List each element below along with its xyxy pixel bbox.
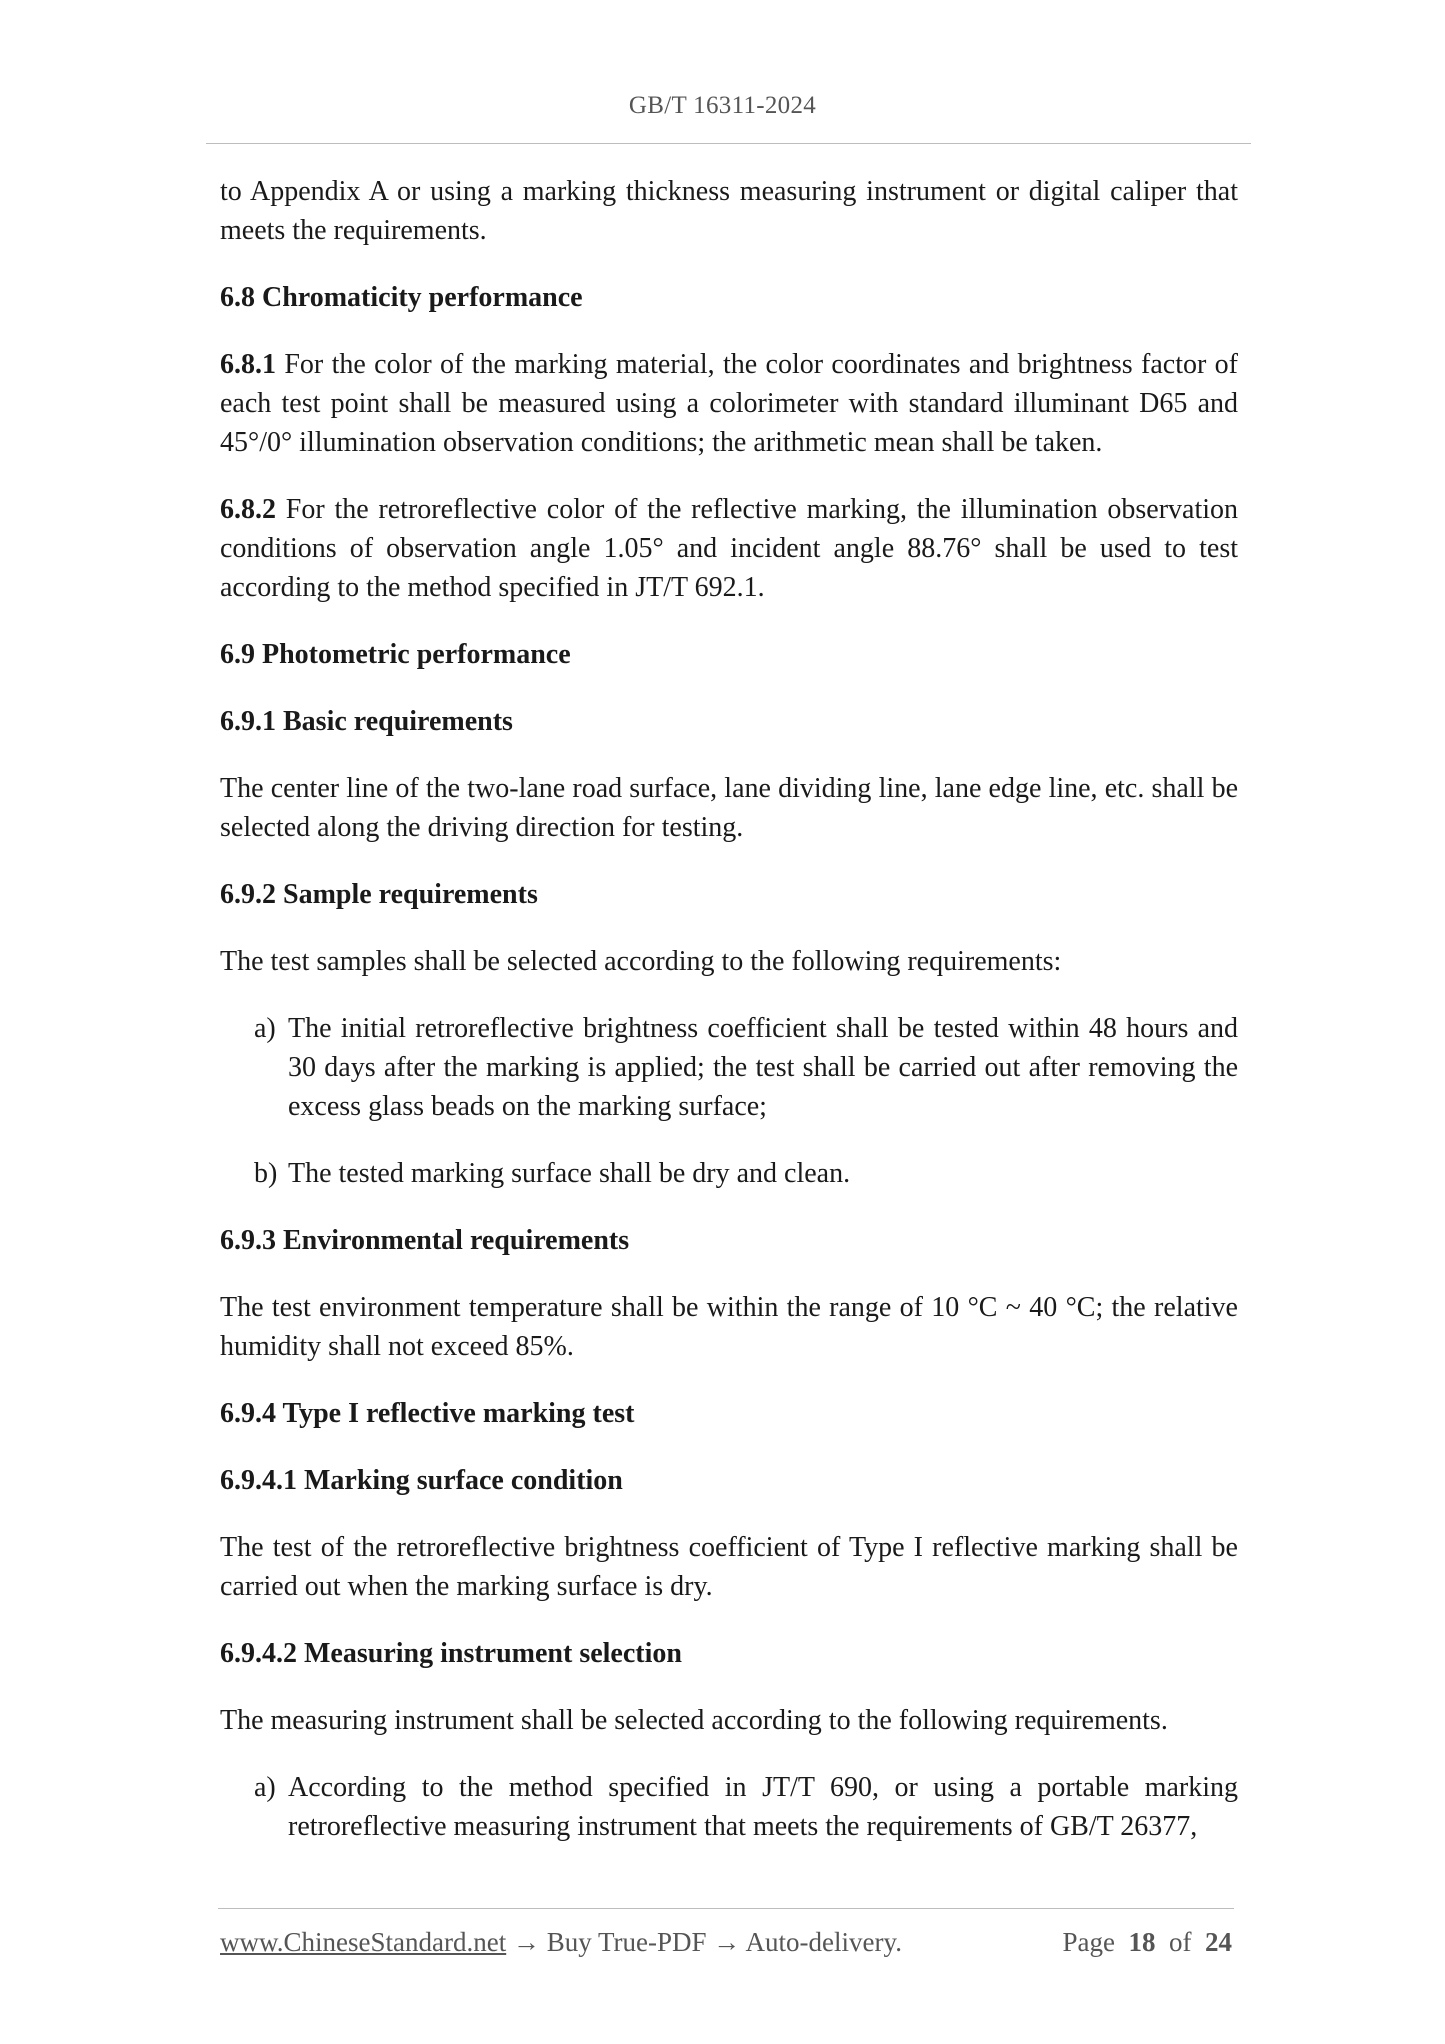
heading-6-8: 6.8 Chromaticity performance: [220, 282, 583, 313]
heading-6-9-4-1: 6.9.4.1 Marking surface condition: [220, 1465, 623, 1496]
clause-text: For the retroreflective color of the reflective marking, the illumination observation conditions of observation angle 1.05° and incident angle 88.76° shall be used to test according to the method specified in JT/T 692.1.: [220, 494, 1238, 603]
heading-6-9: 6.9 Photometric performance: [220, 639, 571, 670]
arrow-icon: →: [506, 1927, 547, 1957]
website-link[interactable]: www.ChineseStandard.net: [220, 1927, 507, 1957]
header-divider: [206, 143, 1251, 144]
heading-6-9-2: 6.9.2 Sample requirements: [220, 879, 538, 910]
buy-text: Buy True-PDF: [546, 1927, 707, 1957]
list-text: The tested marking surface shall be dry and clean.: [288, 1158, 851, 1189]
list-label: a): [254, 1013, 276, 1044]
heading-6-9-1: 6.9.1 Basic requirements: [220, 706, 513, 737]
footer-promo: [220, 1927, 902, 1958]
list-text: The initial retroreflective brightness coefficient shall be tested within 48 hours and 30 days after the marking is applied; the test shall be carried out after removing the excess glass beads on the marking surface;: [288, 1013, 1238, 1122]
list-item: [254, 1009, 1238, 1126]
paragraph-6-8-2: [220, 490, 1238, 607]
list-text: According to the method specified in JT/T 690, or using a portable marking retroreflective measuring instrument that meets the requirements of GB/T 26377,: [288, 1772, 1238, 1842]
heading-6-9-3: 6.9.3 Environmental requirements: [220, 1225, 630, 1256]
page-total: 24: [1205, 1927, 1232, 1957]
list-label: a): [254, 1772, 276, 1803]
page-indicator: [1063, 1927, 1232, 1958]
clause-number: 6.8.1: [220, 349, 276, 380]
clause-text: For the color of the marking material, the color coordinates and brightness factor of each test point shall be measured using a colorimeter with standard illuminant D65 and 45°/0° illumination observation conditions; the arithmetic mean shall be taken.: [220, 349, 1238, 458]
page-word: Page: [1062, 1927, 1115, 1957]
document-body: [220, 172, 1238, 1874]
list-item: [254, 1768, 1238, 1846]
page-header: GB/T 16311-2024: [628, 92, 817, 119]
paragraph-6-9-4-1: The test of the retroreflective brightness coefficient of Type I reflective marking shall be carried out when the marking surface is dry.: [220, 1532, 1238, 1602]
paragraph-6-9-2: The test samples shall be selected according to the following requirements:: [220, 946, 1062, 977]
heading-6-9-4-2: 6.9.4.2 Measuring instrument selection: [220, 1638, 682, 1669]
delivery-text: Auto-delivery.: [745, 1927, 902, 1957]
intro-paragraph: to Appendix A or using a marking thickness measuring instrument or digital caliper that meets the requirements.: [220, 176, 1238, 246]
page-number: 18: [1128, 1927, 1156, 1957]
paragraph-6-8-1: [220, 345, 1238, 462]
arrow-icon: →: [706, 1927, 746, 1957]
list-item: [254, 1154, 1238, 1193]
clause-number: 6.8.2: [220, 494, 276, 525]
paragraph-6-9-4-2: The measuring instrument shall be selected according to the following requirements.: [220, 1705, 1168, 1736]
paragraph-6-9-1: The center line of the two-lane road surface, lane dividing line, lane edge line, etc. shall be selected along the driving direction for testing.: [220, 773, 1238, 843]
heading-6-9-4: 6.9.4 Type I reflective marking test: [220, 1398, 635, 1429]
list-label: b): [254, 1158, 278, 1189]
paragraph-6-9-3: The test environment temperature shall be within the range of 10 °C ~ 40 °C; the relative humidity shall not exceed 85%.: [220, 1292, 1238, 1362]
of-word: of: [1169, 1927, 1192, 1957]
footer-divider: [218, 1908, 1234, 1909]
page-footer: [220, 1927, 1232, 1958]
